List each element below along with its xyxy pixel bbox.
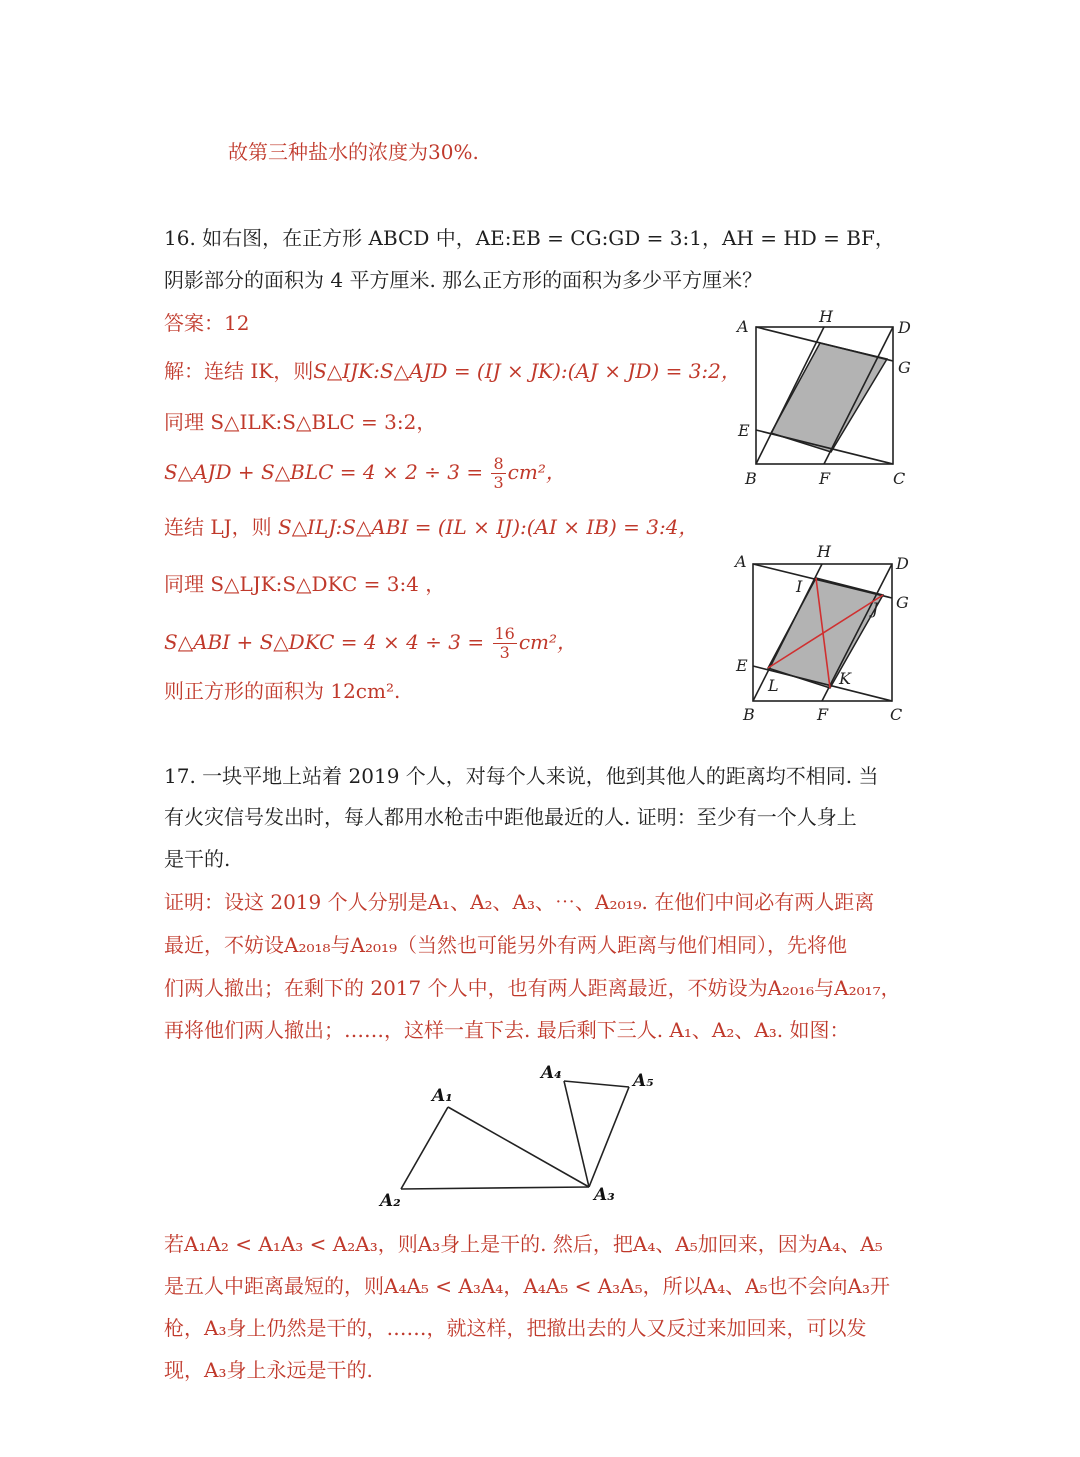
q17-after-line2: 是五人中距离最短的，则A₄A₅ < A₃A₄，A₄A₅ < A₃A₅，所以A₄、A₅也不会向A₃开	[164, 1274, 891, 1298]
q16-answer	[164, 309, 249, 337]
q16-solution-line7: 则正方形的面积为 12cm².	[164, 679, 401, 703]
label-c-2: C	[890, 705, 903, 724]
segment-a1a2	[401, 1107, 448, 1189]
q16-sol3-left: S△AJD + S△BLC = 4 × 2 ÷ 3 =	[164, 460, 484, 484]
q17-after-line4: 现，A₃身上永远是干的.	[164, 1358, 373, 1382]
q16-problem-text1: 如右图，在正方形 ABCD 中，AE:EB = CG:GD = 3:1，AH = HD = BF，	[202, 226, 895, 250]
label-a-2: A	[735, 552, 747, 571]
label-h-2: H	[817, 542, 831, 561]
label-k: K	[839, 669, 851, 688]
q16-sol6-num: 16	[494, 624, 515, 643]
q17-after-line1: 若A₁A₂ < A₁A₃ < A₂A₃，则A₃身上是干的. 然后，把A₄、A₅加回来，因为A₄、A₅	[164, 1232, 883, 1256]
previous-conclusion: 故第三种盐水的浓度为30%.	[228, 140, 479, 164]
label-j: J	[872, 599, 879, 618]
segment-a5a3	[589, 1087, 629, 1187]
segment-a2a3	[401, 1187, 589, 1189]
q16-solution-line4	[164, 513, 698, 541]
label-a: A	[737, 317, 749, 336]
q16-solution-line3	[164, 455, 566, 492]
q16-figure-2	[730, 540, 920, 725]
label-i: I	[796, 577, 803, 596]
q17-after-line3: 枪，A₃身上仍然是干的，……，就这样，把撤出去的人又反过来加回来，可以发	[164, 1316, 867, 1340]
q16-sol3-unit: cm²，	[507, 460, 566, 484]
q16-sol3-fraction	[491, 455, 505, 492]
q16-sol6-unit: cm²，	[518, 630, 578, 654]
label-f-2: F	[817, 705, 829, 724]
label-l: L	[768, 676, 779, 695]
q17-number: 17.	[164, 764, 196, 788]
q17-problem-line2: 有火灾信号发出时，每人都用水枪击中距他最近的人. 证明：至少有一个人身上	[164, 805, 857, 829]
segment-a4a3	[564, 1081, 589, 1187]
q16-problem-line2: 阴影部分的面积为 4 平方厘米. 那么正方形的面积为多少平方厘米？	[164, 268, 763, 292]
q16-sol6-den: 3	[499, 643, 510, 662]
q16-number: 16.	[164, 226, 196, 250]
q16-sol6-left: S△ABI + S△DKC = 4 × 4 ÷ 3 =	[164, 630, 485, 654]
q17-proof-line4: 再将他们两人撤出；……，这样一直下去. 最后剩下三人. A₁、A₂、A₃. 如图：	[164, 1018, 850, 1042]
shaded-parallelogram-2	[768, 578, 883, 688]
label-a2: A₂	[380, 1191, 401, 1211]
label-g-2: G	[896, 593, 909, 612]
q16-solution-line2: 同理 S△ILK:S△BLC = 3:2，	[164, 410, 437, 434]
label-a3: A₃	[594, 1185, 615, 1205]
q17-proof-line3: 们两人撤出；在剩下的 2017 个人中，也有两人距离最近，不妨设为A₂₀₁₆与A₂₀₁₇，	[164, 976, 901, 1000]
q17-problem-line1	[164, 762, 879, 790]
segment-a4a5	[564, 1081, 629, 1087]
q16-sol3-den: 3	[493, 473, 504, 492]
q16-sol1-math: S△IJK:S△AJD = (IJ × JK):(AJ × JD) = 3:2，	[313, 359, 741, 383]
q16-sol4-prefix: 连结 LJ，则	[164, 515, 272, 539]
q16-solution-line5: 同理 S△LJK:S△DKC = 3:4 ，	[164, 572, 446, 596]
q16-answer-label: 答案：	[164, 311, 224, 335]
q16-solution-line1	[164, 357, 741, 385]
label-e-2: E	[736, 656, 748, 675]
label-g: G	[898, 358, 911, 377]
label-c: C	[893, 469, 906, 488]
q16-sol6-fraction	[493, 625, 517, 662]
label-d: D	[898, 318, 911, 337]
q16-problem-line1	[164, 224, 895, 252]
q16-sol4-math: S△ILJ:S△ABI = (IL × IJ):(AI × IB) = 3:4，	[278, 515, 699, 539]
label-a5: A₅	[633, 1071, 654, 1091]
q16-answer-value: 12	[224, 311, 250, 335]
q17-proof-line1: 证明：设这 2019 个人分别是A₁、A₂、A₃、⋯、A₂₀₁₉. 在他们中间必有两人距离	[164, 890, 875, 914]
q16-figure-1	[730, 305, 920, 490]
q16-sol1-prefix: 解：连结 IK，则	[164, 359, 314, 383]
label-b: B	[745, 469, 757, 488]
label-f: F	[819, 469, 831, 488]
segment-a1a3	[448, 1107, 589, 1187]
label-h: H	[819, 307, 833, 326]
q16-solution-line6	[164, 625, 577, 662]
q17-figure	[370, 1055, 670, 1215]
label-d-2: D	[896, 554, 909, 573]
label-b-2: B	[743, 705, 755, 724]
q17-proof-line2: 最近，不妨设A₂₀₁₈与A₂₀₁₉（当然也可能另外有两人距离与他们相同），先将他	[164, 933, 848, 957]
q17-problem-text1: 一块平地上站着 2019 个人，对每个人来说，他到其他人的距离均不相同. 当	[202, 764, 879, 788]
q17-problem-line3: 是干的.	[164, 847, 231, 871]
label-a1: A₁	[432, 1086, 453, 1106]
label-e: E	[738, 421, 750, 440]
q16-sol3-num: 8	[493, 454, 504, 473]
label-a4: A₄	[541, 1063, 562, 1083]
